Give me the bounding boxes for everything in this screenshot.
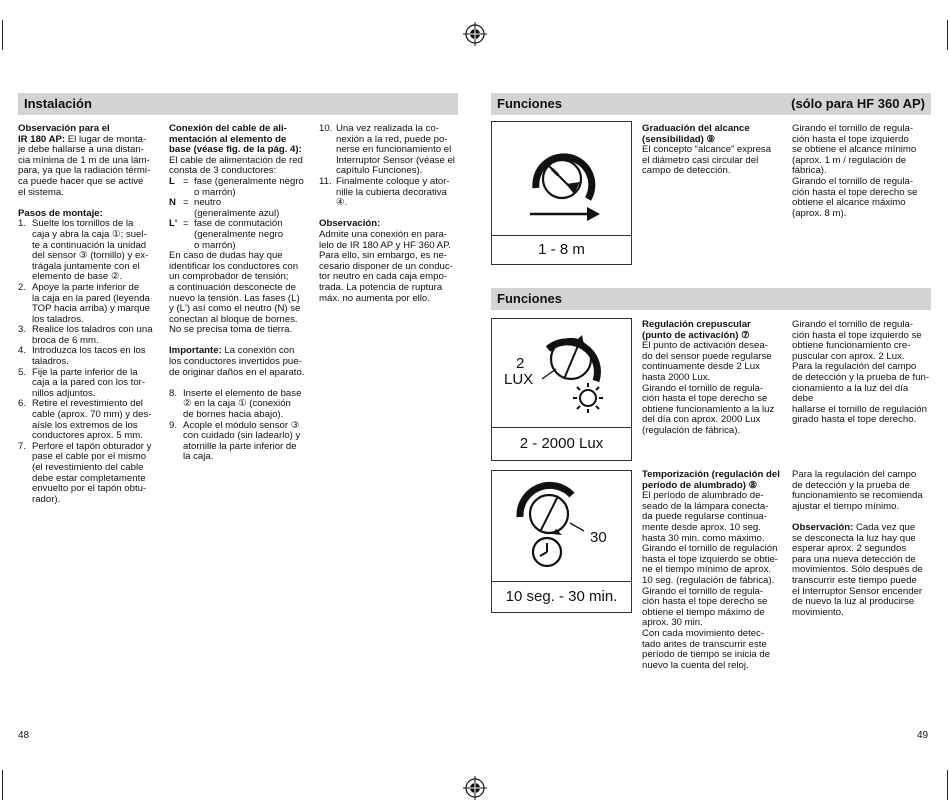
section-title: Regulación crepuscular [642, 319, 751, 330]
section-header-funciones-2 [491, 288, 931, 310]
step-number: 11. [319, 175, 332, 187]
text-line: con cuidado (sin ladearlo) y [183, 430, 301, 442]
text-line: (el revestimiento del cable [32, 462, 144, 473]
text-line: los taladros. [32, 313, 84, 325]
crop-mark [947, 770, 948, 800]
text-line: Girando el tornillo de regula- [792, 175, 914, 187]
column-observacion [18, 124, 158, 505]
text-line: el diámetro casi circular del [642, 154, 759, 166]
obs-paragraph: IR 180 AP: El lugar de monta- [18, 133, 147, 145]
step-number: 6. [18, 398, 27, 410]
text-line: conectan al bloque de bornes. [169, 313, 298, 325]
crop-mark [2, 770, 3, 800]
equals-sign: = [183, 218, 189, 230]
text-line: del día con aprox. 2000 Lux [642, 414, 761, 426]
text-line: los conductores invertidos pue- [169, 356, 302, 368]
timer-dial-icon [492, 471, 632, 585]
text-line: Girando el tornillo de regulación [642, 543, 778, 555]
text-line: El cable de alimentación de red [169, 154, 303, 166]
section-temporizacion [642, 470, 784, 671]
text-line: Inserte el elemento de base [183, 387, 302, 399]
text-line: del sensor ③ (tornillo) y ex- [32, 250, 149, 262]
step-text [32, 325, 158, 346]
text-line: mente desde aprox. 10 seg. [642, 521, 761, 533]
section-body [642, 491, 784, 671]
text-line: de detección y la prueba de [792, 479, 910, 491]
text-line: ción hasta el tope derecho se [792, 186, 918, 198]
section-body [792, 320, 932, 426]
text-line: obtiene funcionamiento cre- [792, 340, 911, 352]
section-crepuscular [642, 320, 782, 437]
text-line: atornille la parte inferior de [183, 440, 297, 452]
step-item [169, 421, 309, 463]
identification-paragraph [169, 251, 309, 336]
step-number: 10. [319, 123, 333, 134]
text-line: o marrón) [194, 239, 236, 251]
text-line: Girando el tornillo de regula- [792, 319, 914, 330]
text-line: Interruptor Sensor (véase el [336, 154, 455, 166]
step-number: 9. [169, 419, 178, 431]
text-line: trada. La potencia de ruptura [319, 281, 443, 293]
conductor-definition [169, 219, 309, 251]
text-line: Suelte los tornillos de la [32, 218, 134, 230]
text-line: la caja. [183, 451, 214, 463]
text-line: caja a la pared con los tor- [32, 377, 146, 389]
registration-mark-bottom [463, 776, 487, 800]
text-line: seado de la lámpara conecta- [642, 500, 769, 512]
step-item [18, 399, 158, 441]
step-number: 4. [18, 345, 27, 357]
conductor-key: L' [169, 218, 178, 230]
text-line: ción hasta el tope derecho se [642, 393, 768, 405]
section-title: período de alumbrado) ⑧ [642, 479, 758, 491]
step-item [18, 219, 158, 283]
registration-mark-top [463, 22, 487, 46]
text-line: El punto de activación desea- [642, 340, 768, 352]
text-line: elemento de base ②. [32, 271, 123, 283]
text-line: hallarse el tornillo de regulación [792, 403, 927, 415]
text-line: Apoye la parte inferior de [32, 281, 140, 293]
text-line: un comprobador de tensión; [169, 271, 289, 283]
text-line: girado hasta el tope derecho. [792, 414, 917, 426]
text-line: consta de 3 conductores: [169, 165, 277, 177]
text-line: taladros. [32, 356, 69, 368]
conductor-description [194, 177, 309, 198]
text-line: movimiento. [792, 606, 844, 618]
text-line: caja y abra la caja ①; suel- [32, 228, 147, 240]
page-number-left: 48 [18, 730, 30, 741]
text-line: da puede regularse continua- [642, 511, 767, 523]
header-title: Funciones [497, 96, 563, 111]
text-line: Con cada movimiento detec- [642, 627, 765, 639]
step-item [18, 346, 158, 367]
text-line: Acople el módulo sensor ③ [183, 419, 300, 431]
text-line: ajustar el tiempo mínimo. [792, 500, 900, 512]
steps-list [18, 219, 158, 505]
text-line: Retire el revestimiento del [32, 398, 143, 410]
text-line: Girando el tornillo de regula- [792, 123, 914, 134]
text-line: (regulación de fábrica). [642, 424, 741, 436]
step-text [183, 421, 309, 463]
text-line: ② en la caja ① (conexión [183, 398, 291, 410]
step-text [336, 124, 459, 177]
section-alcance-col2 [792, 124, 932, 219]
text-line: fase de conmutación [194, 218, 283, 230]
text-line: máx. no aumenta por ello. [319, 292, 430, 304]
text-line: trágala juntamente con el [32, 260, 140, 272]
text-line: obtiene el alcance máximo [792, 197, 906, 209]
text-line: hasta 30 min. como máximo. [642, 532, 765, 544]
text-line: nuevo la cuenta del reloj. [642, 659, 749, 671]
step-item [18, 325, 158, 346]
text-line: Girando el tornillo de regula- [642, 585, 764, 597]
text-line: ción hasta el tope derecho se [642, 596, 768, 608]
text-line: de originar daños en el aparato. [169, 366, 305, 378]
text-line: hasta 2000 Lux. [642, 371, 711, 383]
text-line: hasta el tope izquierdo se obtie- [642, 553, 778, 565]
text-line: esperar aprox. 2 segundos [792, 543, 907, 555]
text-line: No se precisa toma de tierra. [169, 324, 293, 336]
conductor-definition [169, 198, 309, 219]
text-line: neutro [194, 197, 222, 209]
text-line: el Interruptor Sensor encender [792, 585, 923, 597]
obs-paragraph: Observación: Cada vez que [792, 521, 916, 533]
text-line: envuelto por el tapón obtu- [32, 483, 147, 495]
text-line: el sistema. [18, 186, 64, 198]
text-line: El concepto “alcance” expresa [642, 144, 772, 156]
text-line: identificar los conductores con [169, 260, 299, 272]
text-line: puscular con aprox. 2 Lux. [792, 350, 905, 362]
timer-figure-number: 30 [590, 529, 607, 546]
text-line: rador). [32, 493, 61, 505]
text-line: cia mínima de 1 m de una lám- [18, 154, 150, 166]
conexion-title: mentación al elemento de [169, 133, 287, 145]
text-line: conductores aprox. 5 mm. [32, 430, 143, 442]
text-line: ción hasta el tope izquierdo se [792, 329, 922, 341]
step-item [18, 283, 158, 325]
text-line: Para la regulación del campo [792, 469, 917, 480]
section-crepuscular-col2 [792, 320, 932, 426]
text-line: Para la regulación del campo [792, 361, 917, 373]
step-number: 3. [18, 324, 27, 336]
step-text [32, 399, 158, 441]
section-title: Temporización (regulación del [642, 469, 780, 480]
text-line: capítulo Funciones). [336, 165, 423, 177]
text-line: ④. [336, 197, 348, 209]
text-line: Realice los taladros con una [32, 324, 153, 336]
conductor-description [194, 198, 309, 219]
text-line: tor neutro en cada caja empo- [319, 271, 447, 283]
text-line: se desconecta la luz hay que [792, 532, 916, 544]
text-line: En caso de dudas hay que [169, 250, 283, 262]
important-paragraph: Importante: La conexión con [169, 345, 295, 357]
text-line: TOP hacia arriba) y marque [32, 303, 151, 315]
text-line: la caja en la pared (leyenda [32, 292, 150, 304]
text-line: se obtiene el alcance mínimo [792, 144, 917, 156]
text-line: para una nueva detección de [792, 553, 916, 565]
conductor-key: N [169, 197, 176, 209]
text-line: debe estar completamente [32, 472, 146, 484]
step-text [32, 368, 158, 400]
text-line: fábrica). [792, 165, 827, 177]
text-line: transcurrir este tiempo puede [792, 574, 917, 586]
text-line: (generalmente negro [194, 228, 284, 240]
equals-sign: = [183, 175, 189, 187]
range-label: 1 - 8 m [492, 235, 631, 264]
equals-sign: = [183, 197, 189, 209]
header-title: Instalación [24, 96, 92, 111]
text-line: para, ya que la radiación térmi- [18, 165, 151, 177]
text-line: aísle los extremos de los [32, 419, 138, 431]
text-line: nuevo la tensión. Las fases (L) [169, 292, 300, 304]
text-line: campo de detección. [642, 165, 731, 177]
text-line: de detección y la prueba de fun- [792, 371, 930, 383]
step-item [18, 442, 158, 506]
figure-range [491, 121, 632, 265]
lux-figure-unit: LUX [504, 371, 534, 388]
text-line: de nuevo la luz al producirse [792, 596, 915, 608]
text-line: broca de 6 mm. [32, 334, 99, 346]
text-line: Introduzca los tacos en los [32, 345, 146, 357]
text-line: o marrón) [194, 186, 236, 198]
page-number-right: 49 [917, 730, 929, 741]
crop-mark [947, 20, 948, 50]
conexion-title: Conexión del cable de ali- [169, 123, 287, 134]
text-line: Girando el tornillo de regula- [642, 382, 764, 394]
step-text [32, 283, 158, 325]
text-line: cesario disponer de un conduc- [319, 260, 453, 272]
figure-lux [491, 318, 632, 461]
section-body [642, 341, 782, 436]
text-line: El período de alumbrado de- [642, 490, 764, 502]
timer-label: 10 seg. - 30 min. [492, 581, 631, 612]
text-line: ca puede hacer que se active [18, 175, 144, 187]
text-line: cable (aprox. 70 mm) y des- [32, 409, 152, 421]
obs-title: Observación: [319, 218, 381, 230]
step-text [32, 219, 158, 283]
section-title: (punto de activación) ⑦ [642, 329, 750, 341]
text-line: obtiene el tiempo máximo de [642, 606, 765, 618]
lux-figure-number: 2 [516, 355, 525, 372]
text-line: nillos adjuntos. [32, 387, 96, 399]
text-line: aprox. 30 min. [642, 617, 703, 629]
text-line: a continuación desconecte de [169, 281, 296, 293]
text-line: pase el cable por el mismo [32, 451, 147, 463]
header-title: Funciones [497, 291, 563, 306]
conductor-definition [169, 177, 309, 198]
text-line: y (L') así como el neutro (N) se [169, 303, 301, 315]
conductor-definitions [169, 177, 309, 251]
text-line: ne el tiempo mínimo de aprox. [642, 564, 772, 576]
text-line: cionamiento a la luz del día debe [792, 382, 909, 405]
step-item [319, 177, 459, 209]
step-number: 1. [18, 218, 27, 230]
step-text [336, 177, 459, 209]
conductor-description [194, 219, 309, 251]
text-line: nille la cubierta decorativa [336, 186, 447, 198]
step-text [183, 389, 309, 421]
step-text [32, 442, 158, 506]
text-line: Fije la parte inferior de la [32, 366, 138, 378]
text-line: do del sensor puede regularse [642, 350, 772, 362]
text-line: de bornes hacia abajo). [183, 409, 284, 421]
text-line: te a continuación la unidad [32, 239, 147, 251]
step-item [18, 368, 158, 400]
text-line: (aprox. 1 m / regulación de [792, 154, 907, 166]
text-line: nerse en funcionamiento el [336, 144, 452, 156]
text-line: período de tiempo se inicia de [642, 649, 770, 661]
text-line: funcionamiento se recomienda [792, 490, 923, 502]
text-line: Una vez realizada la co- [336, 123, 439, 134]
crop-mark [2, 20, 3, 50]
column-conexion [169, 124, 309, 463]
steps-list [319, 124, 459, 209]
step-number: 5. [18, 366, 27, 378]
text-line: obtiene funcionamiento a la luz [642, 403, 775, 415]
obs-title: Observación para el [18, 123, 110, 134]
step-number: 8. [169, 387, 178, 399]
steps-list [169, 389, 309, 463]
conexion-title: base (véase fig. de la pág. 4): [169, 144, 302, 156]
text-line: fase (generalmente negro [194, 175, 304, 187]
conductor-key: L [169, 175, 175, 187]
section-header-funciones [491, 93, 931, 115]
section-body [792, 470, 932, 512]
text-line: tado antes de transcurrir este [642, 638, 767, 650]
text-line: je debe hallarse a una distan- [18, 144, 144, 156]
text-line: ción hasta el tope izquierdo [792, 133, 909, 145]
lux-label: 2 - 2000 Lux [492, 427, 631, 460]
section-body [642, 145, 782, 177]
text-line: 10 seg. (regulación de fábrica). [642, 574, 775, 586]
step-text [32, 346, 158, 367]
text-line: nexión a la red, puede po- [336, 133, 448, 145]
section-title: (sensibilidad) ⑨ [642, 133, 716, 145]
figure-timer [491, 470, 632, 613]
step-item [169, 389, 309, 421]
section-temporizacion-col2 [792, 470, 932, 618]
section-body [792, 534, 932, 619]
obs-paragraph [319, 230, 459, 304]
section-alcance [642, 124, 782, 177]
text-line: movimientos. Sólo después de [792, 564, 923, 576]
text-line: (generalmente azul) [194, 207, 280, 219]
text-line: Perfore el tapón obturador y [32, 440, 152, 452]
range-dial-icon [492, 122, 632, 236]
step-item [319, 124, 459, 177]
header-subtitle: (sólo para HF 360 AP) [791, 96, 925, 111]
section-header-instalacion [18, 93, 458, 115]
section-title: Graduación del alcance [642, 123, 750, 134]
column-final-steps [319, 124, 459, 304]
text-line: Para ello, sin embargo, es ne- [319, 250, 447, 262]
text-line: Finalmente coloque y ator- [336, 175, 450, 187]
text-line: Admite una conexión en para- [319, 228, 447, 240]
steps-title: Pasos de montaje: [18, 207, 103, 219]
text-line: (aprox. 8 m). [792, 207, 847, 219]
text-line: lelo de IR 180 AP y HF 360 AP. [319, 239, 451, 251]
text-line: continuamente desde 2 Lux [642, 361, 760, 373]
section-body [792, 124, 932, 219]
step-number: 7. [18, 440, 27, 452]
step-number: 2. [18, 281, 27, 293]
